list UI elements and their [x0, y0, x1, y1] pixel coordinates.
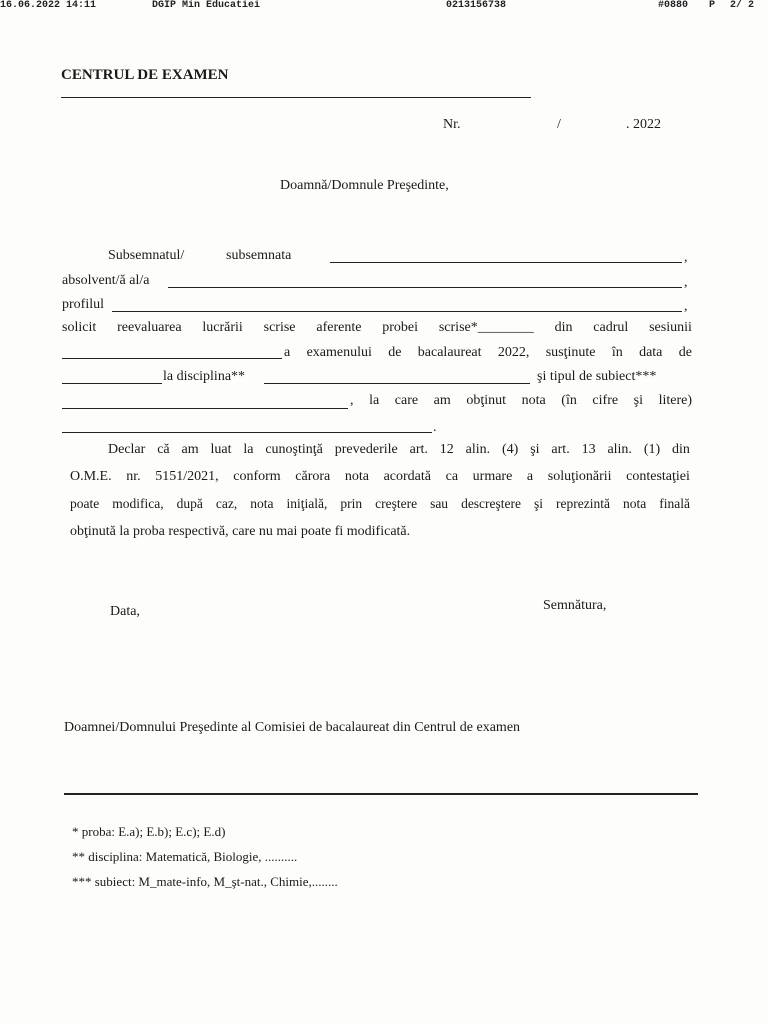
- word: nota: [250, 496, 274, 511]
- word: obţinut: [466, 393, 507, 408]
- subsemnatul-label: Subsemnatul/: [108, 248, 185, 263]
- fax-phone: 0213156738: [446, 0, 507, 11]
- word: şi: [530, 442, 540, 457]
- word: susţinute: [545, 345, 596, 360]
- word: care: [394, 393, 419, 408]
- grade-blank: [62, 432, 432, 433]
- word: sau: [430, 496, 449, 511]
- word: prin: [340, 496, 363, 511]
- word: 12: [439, 442, 454, 457]
- footnote-proba: * proba: E.a); E.b); E.c); E.d): [72, 824, 226, 839]
- comma: ,: [684, 275, 688, 290]
- date-label: Data,: [110, 604, 140, 619]
- word: O.M.E.: [70, 469, 112, 484]
- word: (1): [643, 442, 661, 457]
- declaration-line: [70, 469, 690, 485]
- profile-blank: [112, 311, 682, 312]
- word: descreştere: [461, 496, 522, 511]
- word: de: [678, 345, 692, 360]
- word: examenului: [306, 345, 372, 360]
- word: iniţială,: [286, 496, 328, 511]
- word: am: [433, 393, 451, 408]
- footnote-subiect: *** subiect: M_mate-info, M_şt-nat., Chimie,........: [72, 874, 338, 889]
- centre-title: CENTRUL DE EXAMEN: [61, 67, 229, 83]
- declaration-line: [70, 496, 690, 512]
- fax-job: #0880: [658, 0, 689, 11]
- absolvent-label: absolvent/ă al/a: [62, 273, 150, 288]
- word: cifre: [592, 393, 619, 408]
- word: probei: [382, 320, 419, 335]
- word: conform: [233, 469, 281, 484]
- centre-name-line: [61, 97, 531, 98]
- grade-line: [350, 393, 692, 409]
- word: din: [672, 442, 690, 457]
- end-dot: .: [433, 420, 437, 435]
- subsemnata-label: subsemnata: [226, 248, 292, 263]
- declaration-line: [108, 442, 690, 458]
- word: art.: [551, 442, 570, 457]
- disciplina-label: la disciplina**: [163, 369, 246, 384]
- word: a: [526, 469, 534, 484]
- exam-line: [284, 345, 692, 361]
- date-blank: [62, 383, 162, 384]
- word: la: [243, 442, 254, 457]
- addressee: Doamnei/Domnului Preşedinte al Comisiei de bacalaureat din Centrul de examen: [64, 720, 521, 735]
- word: că: [157, 442, 170, 457]
- name-blank: [330, 262, 682, 263]
- word: ,: [350, 393, 354, 408]
- word: finală: [659, 496, 690, 511]
- word: urmare: [472, 469, 513, 484]
- word: reprezintă: [556, 496, 611, 511]
- word: acordată: [383, 469, 431, 484]
- word: data: [639, 345, 663, 360]
- word: am: [181, 442, 199, 457]
- word: reevaluarea: [117, 320, 182, 335]
- school-blank: [168, 287, 682, 288]
- word: caz,: [215, 496, 238, 511]
- word: cunoştinţă: [265, 442, 323, 457]
- signature-label: Semnătura,: [543, 598, 607, 613]
- nr-year: . 2022: [626, 117, 661, 132]
- word: alin.: [465, 442, 491, 457]
- subject-blank: [62, 408, 348, 409]
- nr-label: Nr.: [443, 117, 461, 132]
- subject-type-label: şi tipul de subiect***: [537, 369, 657, 384]
- comma: ,: [684, 299, 688, 314]
- word: din: [554, 320, 573, 335]
- footnote-disciplina: ** disciplina: Matematică, Biologie, ..........: [72, 849, 298, 864]
- word: lucrării: [202, 320, 243, 335]
- word: şi: [633, 393, 643, 408]
- word: modifica,: [112, 496, 164, 511]
- word: de: [388, 345, 402, 360]
- word: cărora: [295, 469, 331, 484]
- word: litere): [658, 393, 692, 408]
- declaration-line-end: obţinută la proba respectivă, care nu mai poate fi modificată.: [70, 524, 411, 539]
- fax-header: [0, 0, 768, 14]
- profil-label: profilul: [62, 297, 104, 312]
- word: în: [611, 345, 623, 360]
- word: nr.: [126, 469, 141, 484]
- word: 5151/2021,: [155, 469, 219, 484]
- word: sesiunii: [649, 320, 692, 335]
- word: 2022,: [497, 345, 530, 360]
- word: solicit: [62, 320, 97, 335]
- word: prevederile: [334, 442, 398, 457]
- nr-separator: /: [557, 117, 561, 132]
- salutation: Doamnă/Domnule Preşedinte,: [280, 178, 449, 193]
- word: nota: [623, 496, 647, 511]
- fax-sender: DGIP Min Educatiei: [152, 0, 261, 11]
- word: 13: [581, 442, 596, 457]
- word: alin.: [607, 442, 632, 457]
- word: (4): [502, 442, 519, 457]
- word: la: [369, 393, 380, 408]
- fax-page: 2/ 2: [730, 0, 755, 11]
- word: a: [284, 345, 291, 360]
- word: bacalaureat: [417, 345, 482, 360]
- word: Declar: [108, 442, 146, 457]
- word: nota: [344, 469, 369, 484]
- fax-datetime: 16.06.2022 14:11: [0, 0, 97, 11]
- word: soluţionării: [547, 469, 612, 484]
- session-blank: [62, 358, 282, 359]
- word: şi: [534, 496, 544, 511]
- fax-page-label: P: [709, 0, 716, 11]
- request-line: [62, 320, 692, 336]
- word: nota: [521, 393, 546, 408]
- word: aferente: [316, 320, 362, 335]
- word: contestaţiei: [626, 469, 690, 484]
- word: cadrul: [593, 320, 629, 335]
- separator-rule: [64, 793, 698, 795]
- word: ca: [445, 469, 459, 484]
- word: luat: [210, 442, 232, 457]
- word: scrise: [263, 320, 296, 335]
- word: după: [176, 496, 203, 511]
- word: scrise*________: [438, 320, 534, 335]
- word: (în: [561, 393, 577, 408]
- comma: ,: [684, 250, 688, 265]
- word: art.: [409, 442, 428, 457]
- word: creştere: [375, 496, 418, 511]
- word: poate: [70, 496, 100, 511]
- discipline-blank: [264, 383, 530, 384]
